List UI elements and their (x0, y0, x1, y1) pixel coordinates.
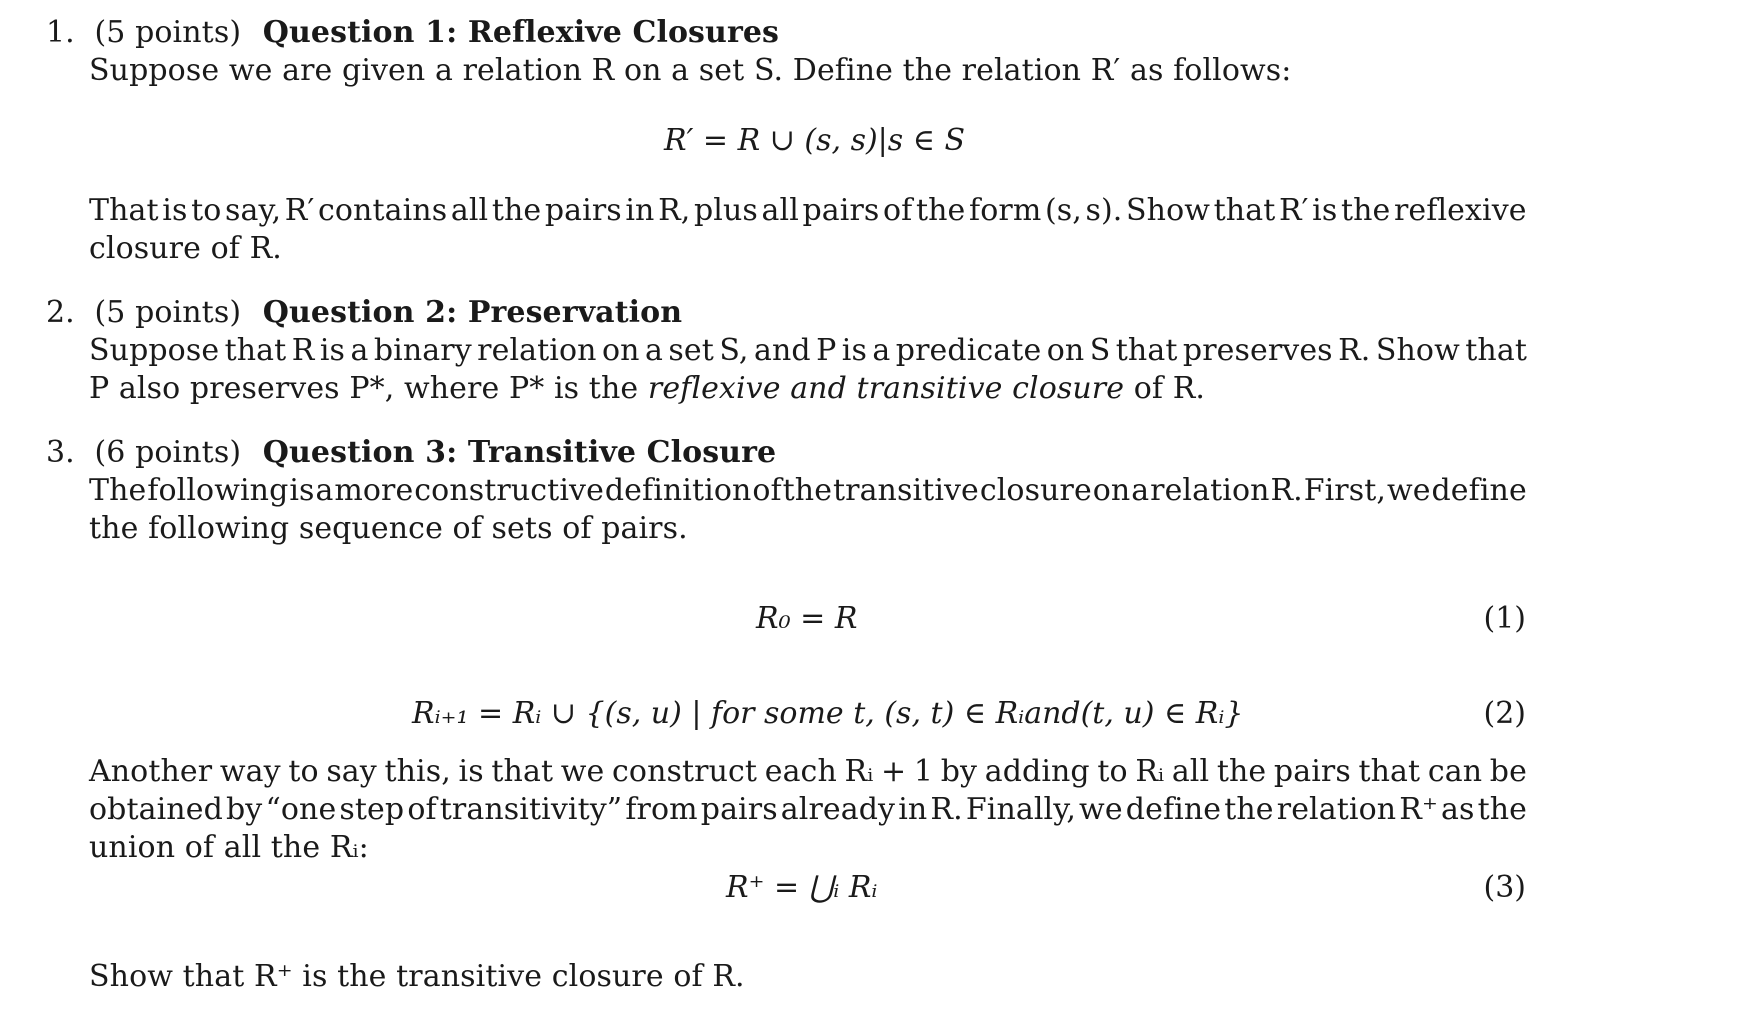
question-2-body-line-2 (89, 369, 1205, 409)
question-2-heading (46, 293, 682, 333)
question-1-intro: Suppose we are given a relation R on a set S. Define the relation R′ as follows: (89, 53, 1292, 88)
question-3-title: Question 3: Transitive Closure (262, 435, 777, 470)
question-3-points: (6 points) (94, 435, 242, 470)
question-3-text-line-3: union of all the Rᵢ: (89, 830, 369, 865)
question-2-emphasis: reflexive and transitive closure (647, 371, 1125, 406)
question-3-final-line: Show that R⁺ is the transitive closure of R. (89, 959, 745, 994)
question-3-text-line-1: Another way to say this, is that we construct each Rᵢ + 1 by adding to Rᵢ all the pairs that can be (89, 754, 1527, 789)
question-3-number: 3. (46, 435, 75, 470)
question-3-body-line-1: The following is a more constructive definition of the transitive closure on a relation R. First, we define (89, 473, 1527, 508)
equation-2: Rᵢ₊₁ = Rᵢ ∪ {(s, u) | for some t, (s, t) ∈ Rᵢand(t, u) ∈ Rᵢ} (412, 696, 1244, 731)
equation-1: R₀ = R (756, 601, 858, 636)
question-2-body-line-1: Suppose that R is a binary relation on a set S, and P is a predicate on S that preserves R. Show that (89, 333, 1527, 368)
question-1-body-line-2: closure of R. (89, 231, 282, 266)
question-1-formula: R′ = R ∪ (s, s)|s ∈ S (664, 123, 966, 158)
equation-3: R⁺ = ⋃ᵢ Rᵢ (726, 870, 878, 905)
equation-1-number: (1) (1483, 601, 1526, 636)
question-2-title: Question 2: Preservation (262, 295, 683, 330)
question-1-heading (46, 13, 779, 53)
question-2-number: 2. (46, 295, 75, 330)
question-2-body-line-2a: P also preserves P*, where P* is the (89, 371, 639, 406)
question-3-body-line-2: the following sequence of sets of pairs. (89, 511, 688, 546)
question-1-number: 1. (46, 15, 75, 50)
question-2-points: (5 points) (94, 295, 242, 330)
question-1-points: (5 points) (94, 15, 242, 50)
question-1-title: Question 1: Reflexive Closures (262, 15, 780, 50)
question-2-body-line-2b: of R. (1133, 371, 1206, 406)
equation-2-number: (2) (1483, 696, 1526, 731)
question-3-text-line-2: obtained by “one step of transitivity” from pairs already in R. Finally, we define the relation R⁺ as the (89, 792, 1527, 827)
equation-3-number: (3) (1483, 870, 1526, 905)
question-3-heading (46, 433, 776, 473)
question-1-body-line-1: That is to say, R′ contains all the pairs in R, plus all pairs of the form (s, s). Show that R′ is the reflexive (89, 193, 1527, 228)
